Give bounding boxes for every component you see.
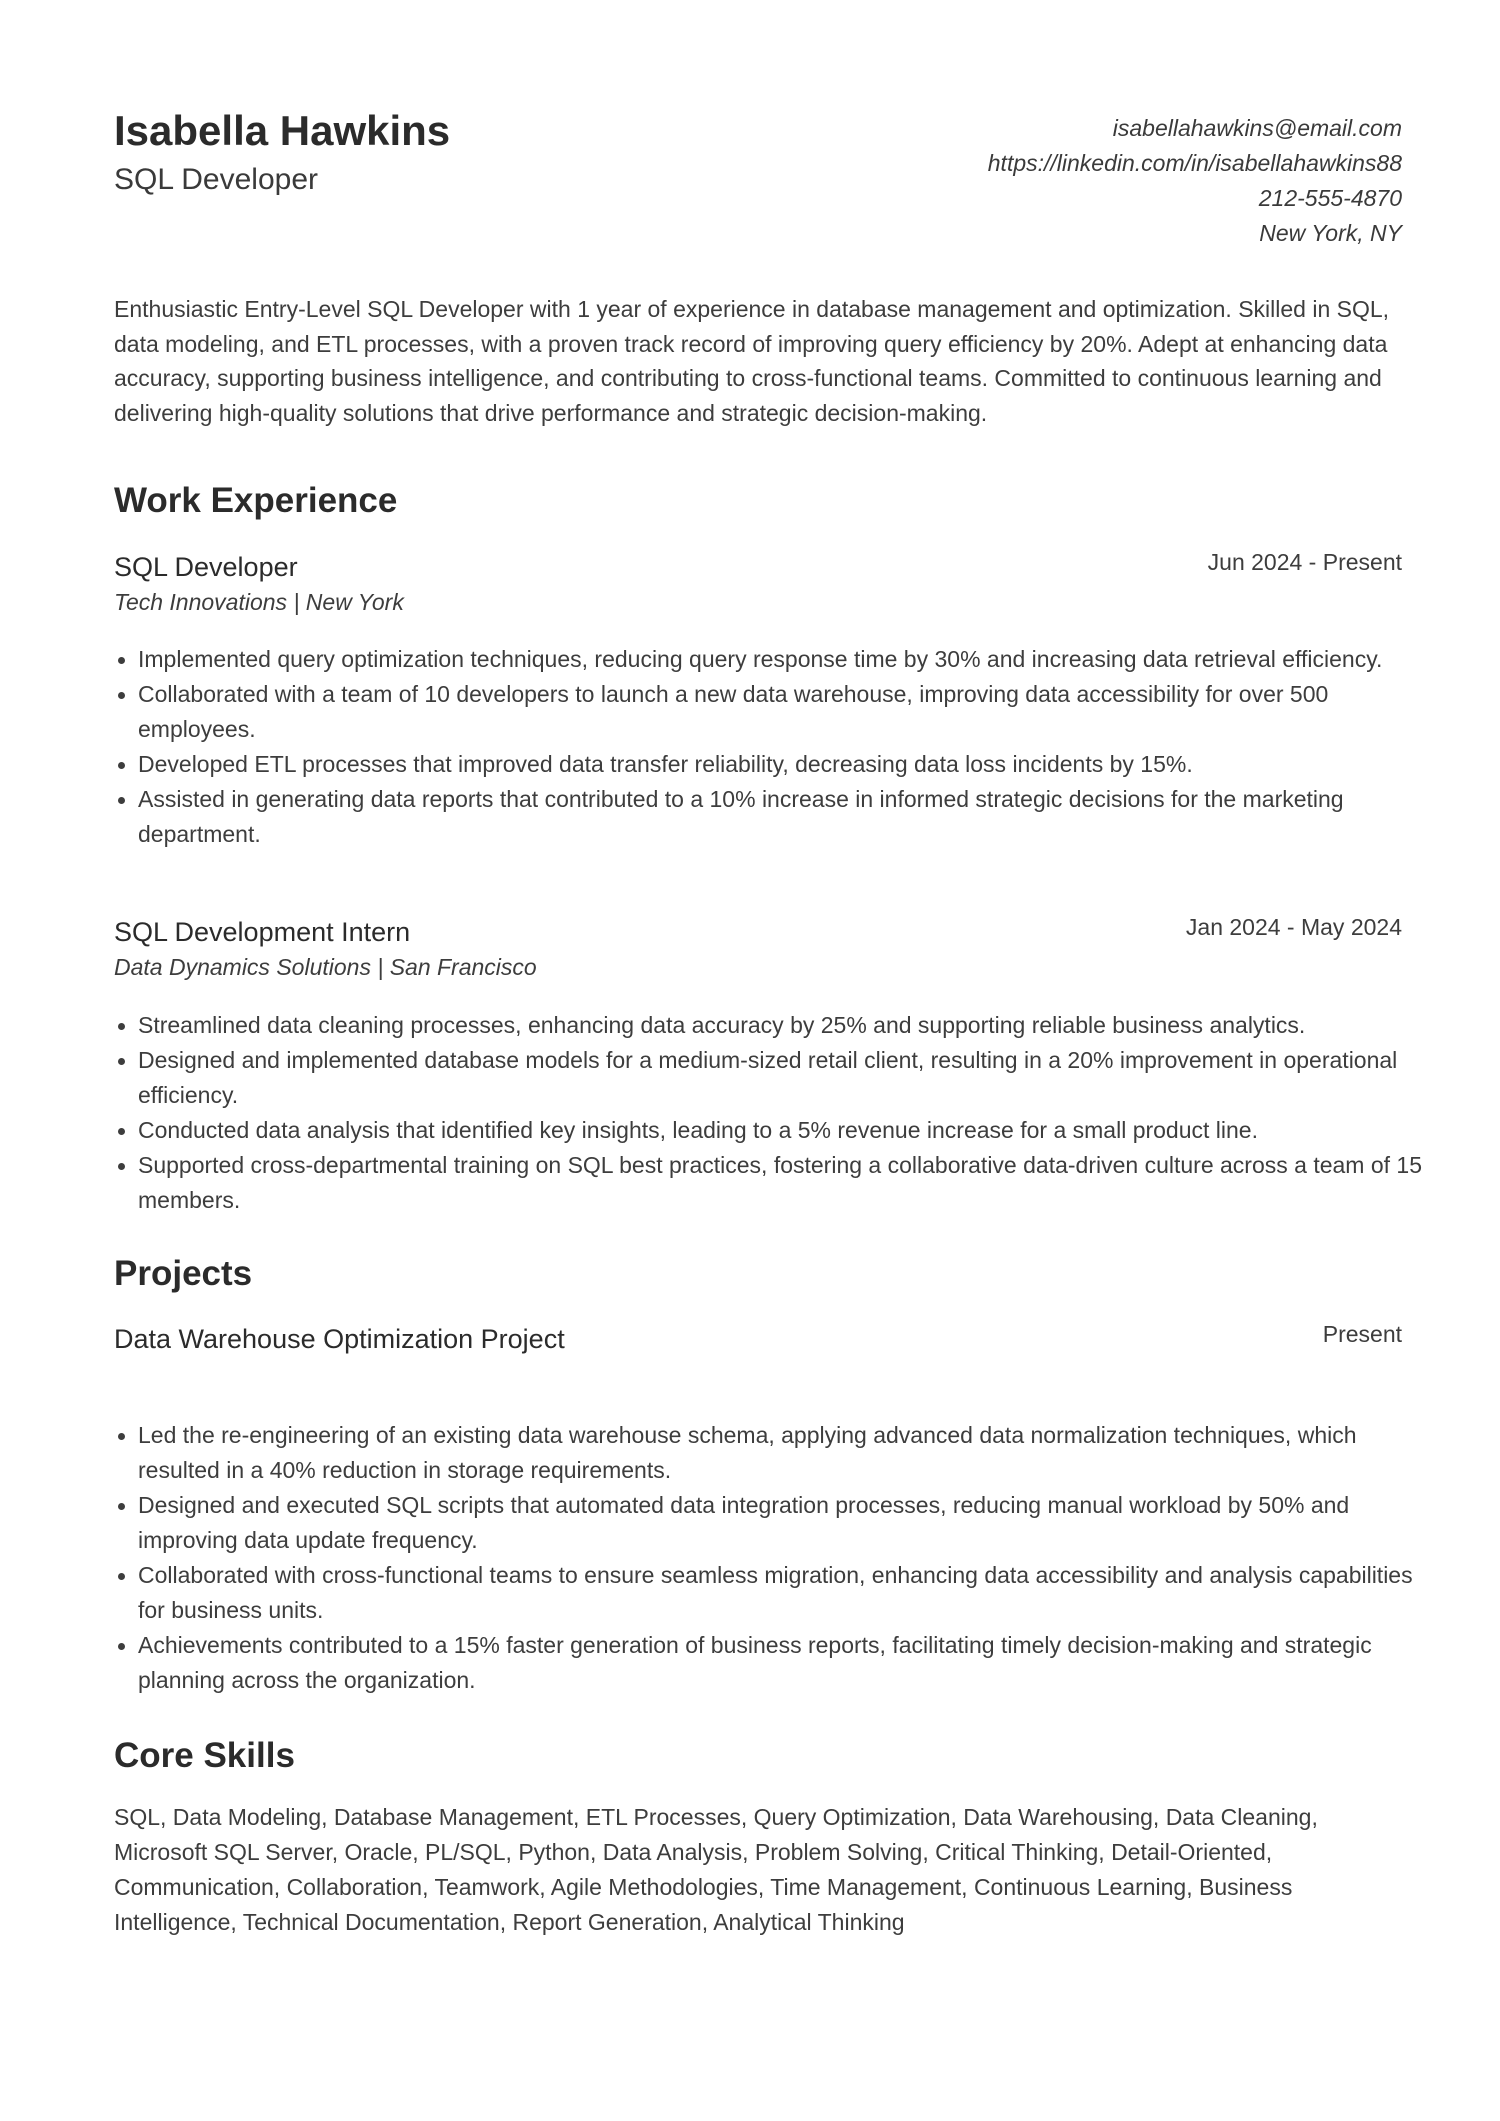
bullet-item: Implemented query optimization techniques, reducing query response time by 30% and increasing data retrieval efficiency. [138,642,1438,677]
bullet-item: Supported cross-departmental training on SQL best practices, fostering a collaborative data-driven culture across a team of 15 members. [138,1148,1438,1218]
section-title-projects: Projects [114,1254,253,1293]
section-title-work-experience: Work Experience [114,481,398,520]
job-bullets [114,642,1438,852]
contact-phone: 212-555-4870 [1258,185,1402,211]
candidate-name: Isabella Hawkins [114,107,451,154]
resume-header [114,105,1402,265]
job-title: SQL Developer [114,552,298,582]
bullet-item: Led the re-engineering of an existing data warehouse schema, applying advanced data normalization techniques, which resulted in a 40% reduction in storage requirements. [138,1418,1438,1488]
bullet-item: Streamlined data cleaning processes, enhancing data accuracy by 25% and supporting reliable business analytics. [138,1008,1438,1043]
section-title-core-skills: Core Skills [114,1736,295,1775]
professional-summary: Enthusiastic Entry-Level SQL Developer with 1 year of experience in database management and optimization. Skilled in SQL, data modeling, and ETL processes, with a proven track record of improving query efficiency by 20%. Adept at enhancing data accuracy, supporting business intelligence, and contributing to cross-functional teams. Committed to continuous learning and delivering high-quality solutions that drive performance and strategic decision-making. [114,296,1390,426]
contact-linkedin[interactable]: https://linkedin.com/in/isabellahawkins88 [987,150,1402,176]
candidate-title: SQL Developer [114,163,318,196]
project-bullets [114,1418,1438,1698]
job-company: Data Dynamics Solutions | San Francisco [114,954,537,980]
bullet-item: Designed and implemented database models for a medium-sized retail client, resulting in a 20% improvement in operational efficiency. [138,1043,1438,1113]
bullet-item: Collaborated with cross-functional teams to ensure seamless migration, enhancing data accessibility and analysis capabilities for business units. [138,1558,1438,1628]
job-title: SQL Development Intern [114,917,411,947]
bullet-item: Designed and executed SQL scripts that automated data integration processes, reducing manual workload by 50% and improving data update frequency. [138,1488,1438,1558]
bullet-item: Achievements contributed to a 15% faster generation of business reports, facilitating timely decision-making and strategic planning across the organization. [138,1628,1438,1698]
bullet-item: Collaborated with a team of 10 developers to launch a new data warehouse, improving data accessibility for over 500 employees. [138,677,1438,747]
bullet-item: Conducted data analysis that identified key insights, leading to a 5% revenue increase for a small product line. [138,1113,1438,1148]
job-company: Tech Innovations | New York [114,589,404,615]
core-skills-list: SQL, Data Modeling, Database Management, ETL Processes, Query Optimization, Data Warehousing, Data Cleaning, Microsoft SQL Server, Oracle, PL/SQL, Python, Data Analysis, Problem Solving, Critical Thinking, Detail-Oriented, Communication, Collaboration, Teamwork, Agile Methodologies, Time Management, Continuous Learning, Business Intelligence, Technical Documentation, Report Generation, Analytical Thinking [114,1804,1318,1935]
contact-email[interactable]: isabellahawkins@email.com [1112,115,1402,141]
job-date: Jun 2024 - Present [1207,549,1402,575]
job-date: Jan 2024 - May 2024 [1185,914,1402,940]
contact-info [988,111,1402,251]
bullet-item: Developed ETL processes that improved data transfer reliability, decreasing data loss incidents by 15%. [138,747,1438,782]
project-title: Data Warehouse Optimization Project [114,1324,565,1354]
bullet-item: Assisted in generating data reports that contributed to a 10% increase in informed strategic decisions for the marketing department. [138,782,1438,852]
job-bullets [114,1008,1438,1218]
project-date: Present [1322,1321,1402,1347]
contact-location: New York, NY [1259,220,1402,246]
